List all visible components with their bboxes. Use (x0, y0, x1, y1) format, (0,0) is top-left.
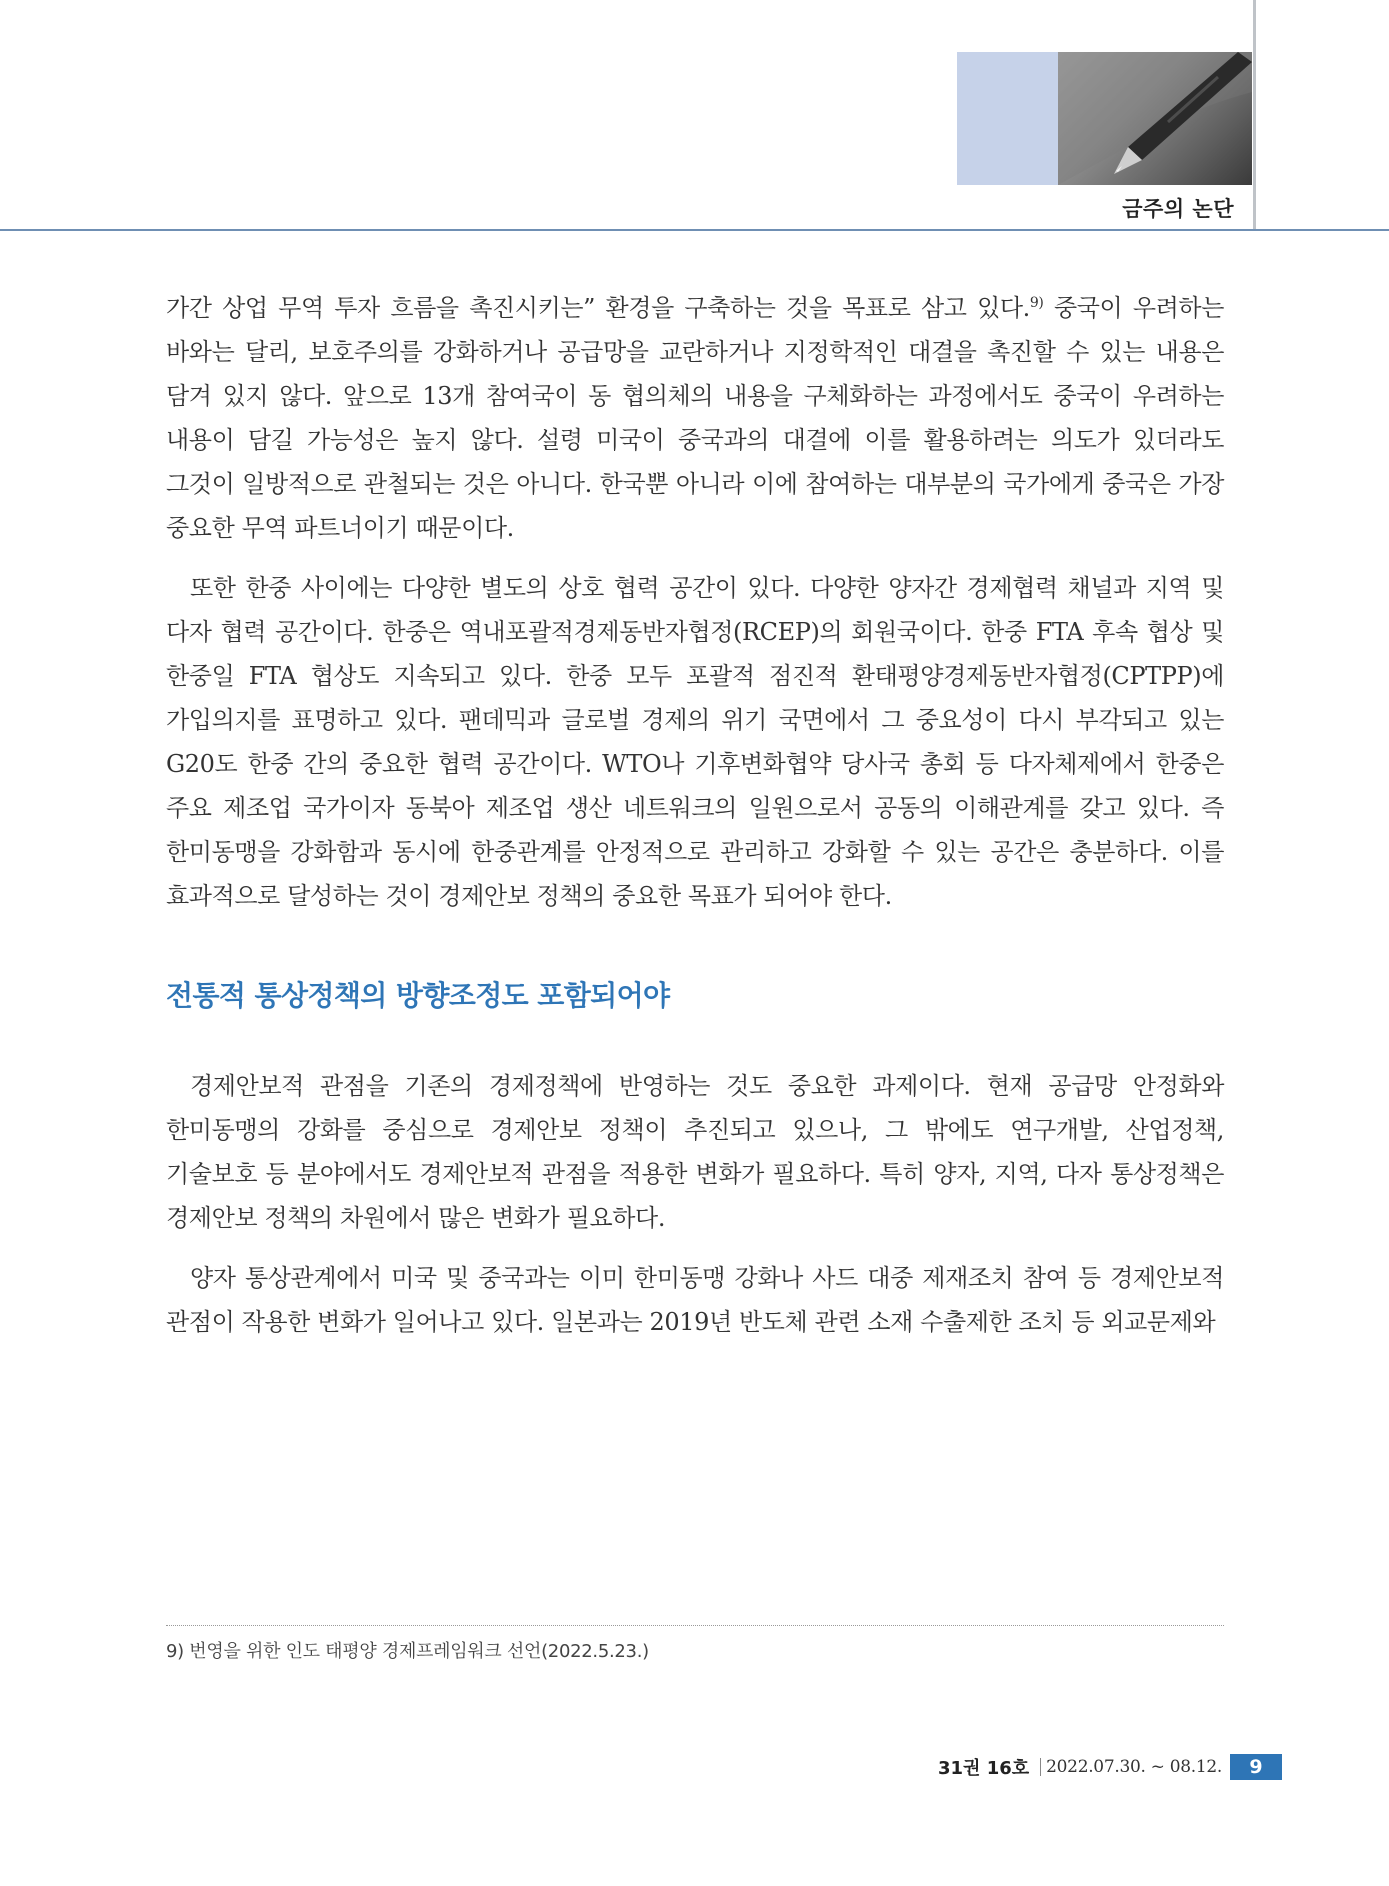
paragraph-1-text-b: 중국이 우려하는 바와는 달리, 보호주의를 강화하거나 공급망을 교란하거나 지정학적인 대결을 촉진할 수 있는 내용은 담겨 있지 않다. 앞으로 13개 참여국이 동 협의체의 내용을 구체화하는 과정에서도 중국이 우려하는 내용이 담길 가능성은 높지 않다. 설령 미국이 중국과의 대결에 이를 활용하려는 의도가 있더라도 그것이 일방적으로 관철되는 것은 아니다. 한국뿐 아니라 이에 참여하는 대부분의 국가에게 중국은 가장 중요한 무역 파트너이기 때문이다. (166, 294, 1224, 542)
footnote-divider (166, 1625, 1224, 1626)
header-accent-block (957, 52, 1058, 185)
paragraph-1 (166, 286, 1224, 550)
issue-date-range: 2022.07.30. ~ 08.12. (1046, 1757, 1223, 1777)
pen-nib-image (1058, 52, 1252, 185)
section-label: 금주의 논단 (1122, 197, 1234, 221)
page-number: 9 (1230, 1754, 1282, 1780)
paragraph-3: 경제안보적 관점을 기존의 경제정책에 반영하는 것도 중요한 과제이다. 현재 공급망 안정화와 한미동맹의 강화를 중심으로 경제안보 정책이 추진되고 있으나, 그 밖에도 연구개발, 산업정책, 기술보호 등 분야에서도 경제안보적 관점을 적용한 변화가 필요하다. 특히 양자, 지역, 다자 통상정책은 경제안보 정책의 차원에서 많은 변화가 필요하다. (166, 1072, 1224, 1232)
paragraph-1-text-a: 가간 상업 무역 투자 흐름을 촉진시키는” 환경을 구축하는 것을 목표로 삼고 있다. (166, 294, 1030, 322)
page-footer (938, 1754, 1282, 1780)
issue-label: 31권 16호 (938, 1758, 1030, 1779)
section-subheading: 전통적 통상정책의 방향조정도 포함되어야 (166, 979, 670, 1012)
header-vertical-rule (1253, 0, 1256, 229)
article-body (166, 286, 1224, 1344)
paragraph-4: 양자 통상관계에서 미국 및 중국과는 이미 한미동맹 강화나 사드 대중 제재조치 참여 등 경제안보적 관점이 작용한 변화가 일어나고 있다. 일본과는 2019년 반도체 관련 소재 수출제한 조치 등 외교문제와 (166, 1264, 1224, 1336)
footnote-text: 9) 번영을 위한 인도 태평양 경제프레임워크 선언(2022.5.23.) (166, 1641, 649, 1662)
paragraph-2: 또한 한중 사이에는 다양한 별도의 상호 협력 공간이 있다. 다양한 양자간 경제협력 채널과 지역 및 다자 협력 공간이다. 한중은 역내포괄적경제동반자협정(RCEP)의 회원국이다. 한중 FTA 후속 협상 및 한중일 FTA 협상도 지속되고 있다. 한중 모두 포괄적 점진적 환태평양경제동반자협정(CPTPP)에 가입의지를 표명하고 있다. 팬데믹과 글로벌 경제의 위기 국면에서 그 중요성이 다시 부각되고 있는 G20도 한중 간의 중요한 협력 공간이다. WTO나 기후변화협약 당사국 총회 등 다자체제에서 한중은 주요 제조업 국가이자 동북아 제조업 생산 네트워크의 일원으로서 공동의 이해관계를 갖고 있다. 즉 한미동맹을 강화함과 동시에 한중관계를 안정적으로 관리하고 강화할 수 있는 공간은 충분하다. 이를 효과적으로 달성하는 것이 경제안보 정책의 중요한 목표가 되어야 한다. (166, 574, 1224, 910)
header-rule (0, 229, 1389, 231)
footnote-ref: 9) (1029, 295, 1044, 311)
footer-divider (1040, 1758, 1041, 1776)
